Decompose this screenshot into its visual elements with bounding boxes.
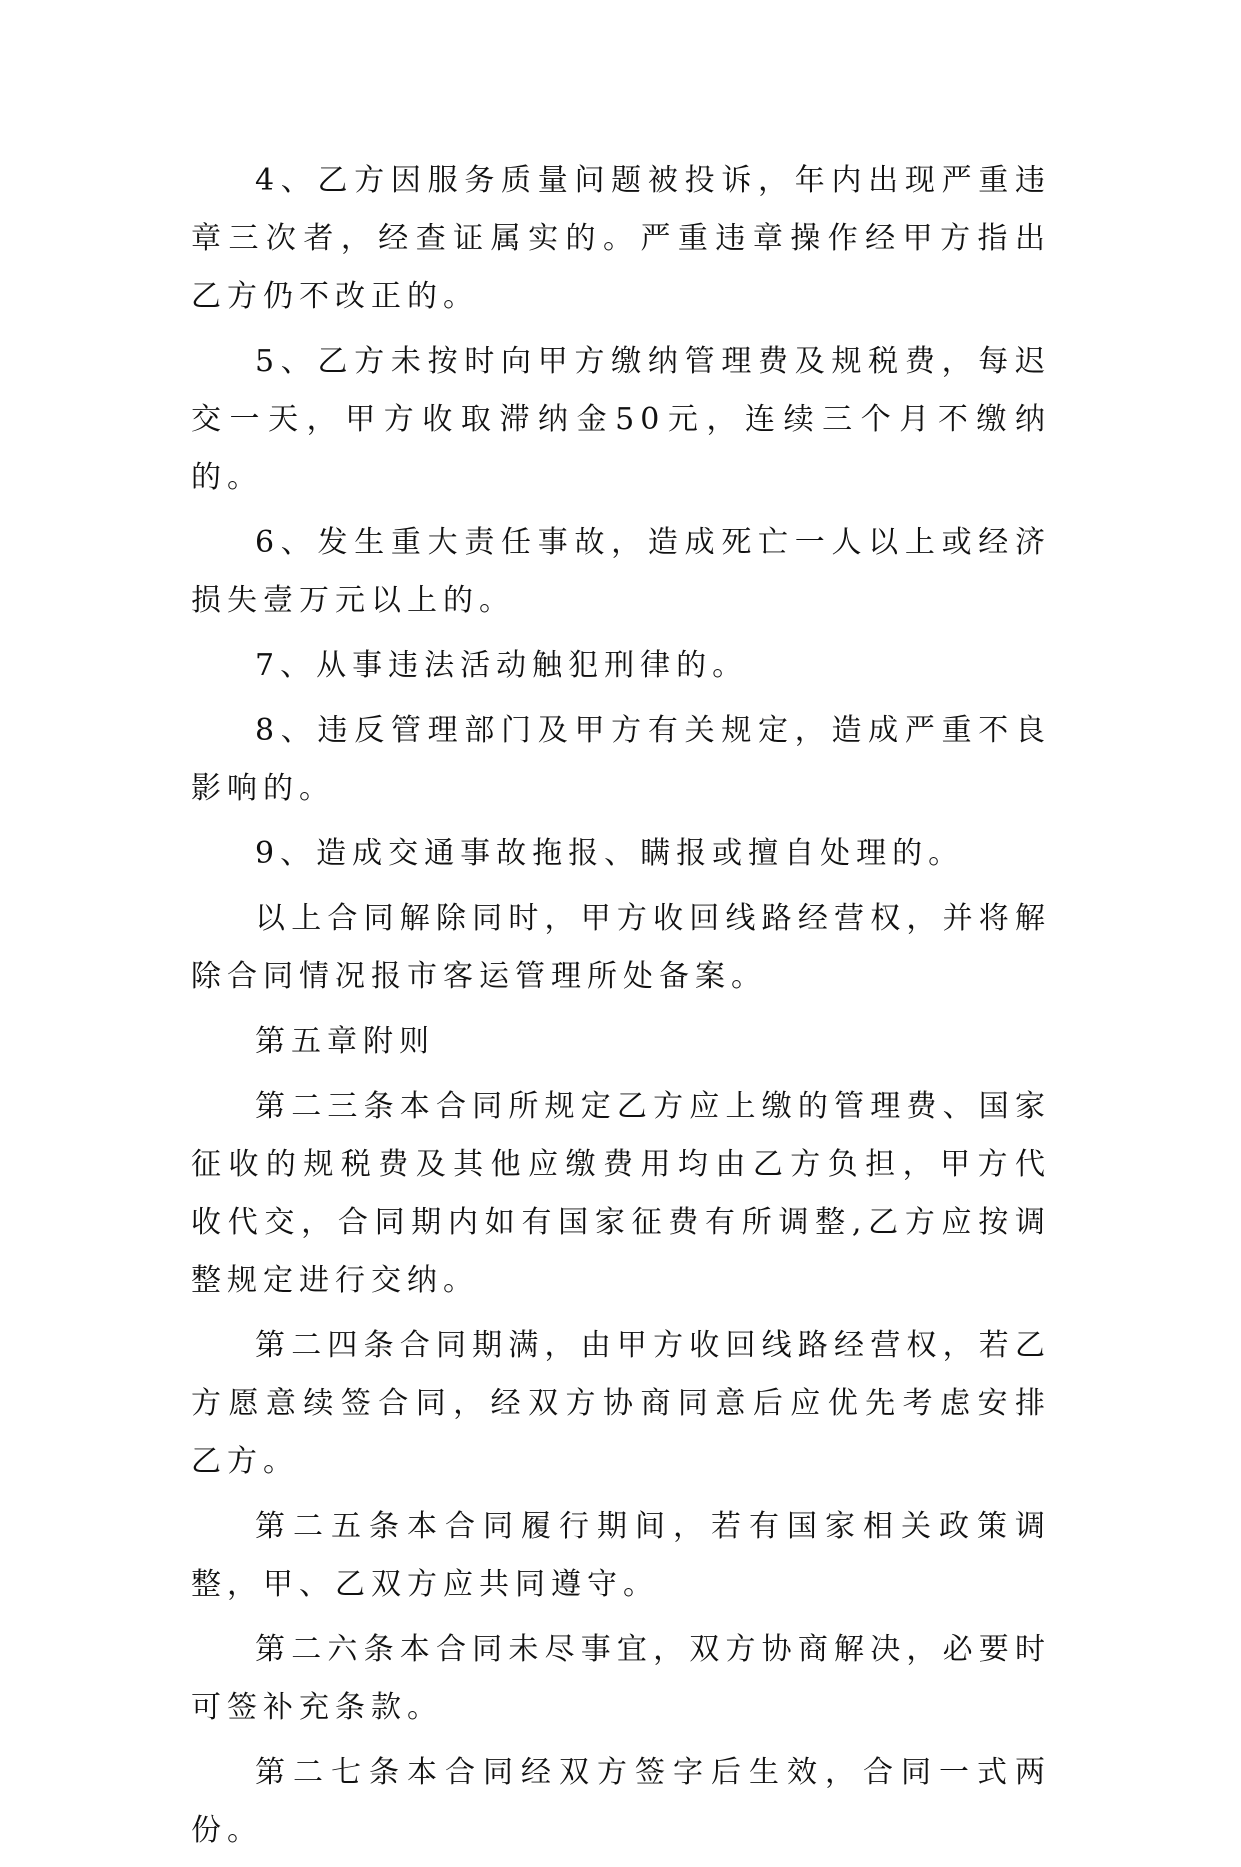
paragraph-clause-8: 8、违反管理部门及甲方有关规定，造成严重不良影响的。	[191, 713, 1051, 806]
paragraph-article-25: 第二五条本合同履行期间，若有国家相关政策调整，甲、乙双方应共同遵守。	[191, 1509, 1051, 1602]
paragraph-article-27: 第二七条本合同经双方签字后生效，合同一式两份。	[191, 1755, 1051, 1848]
paragraph-clause-7: 7、从事违法活动触犯刑律的。	[255, 648, 749, 683]
paragraph-article-26: 第二六条本合同未尽事宜，双方协商解决，必要时可签补充条款。	[191, 1632, 1051, 1725]
document-body	[191, 152, 1051, 1867]
paragraph-article-23: 第二三条本合同所规定乙方应上缴的管理费、国家征收的规税费及其他应缴费用均由乙方负担，甲方代收代交，合同期内如有国家征费有所调整,乙方应按调整规定进行交纳。	[191, 1089, 1051, 1298]
paragraph-clause-6: 6、发生重大责任事故，造成死亡一人以上或经济损失壹万元以上的。	[191, 525, 1051, 618]
paragraph-termination-note: 以上合同解除同时，甲方收回线路经营权，并将解除合同情况报市客运管理所处备案。	[191, 901, 1051, 994]
paragraph-article-24: 第二四条合同期满，由甲方收回线路经营权，若乙方愿意续签合同，经双方协商同意后应优先考虑安排乙方。	[191, 1328, 1051, 1479]
paragraph-clause-5: 5、乙方未按时向甲方缴纳管理费及规税费，每迟交一天，甲方收取滞纳金50元，连续三个月不缴纳的。	[191, 344, 1051, 495]
paragraph-clause-9: 9、造成交通事故拖报、瞒报或擅自处理的。	[255, 836, 965, 871]
chapter-heading: 第五章附则	[255, 1024, 435, 1059]
paragraph-clause-4: 4、乙方因服务质量问题被投诉，年内出现严重违章三次者，经查证属实的。严重违章操作经甲方指出乙方仍不改正的。	[191, 163, 1051, 314]
